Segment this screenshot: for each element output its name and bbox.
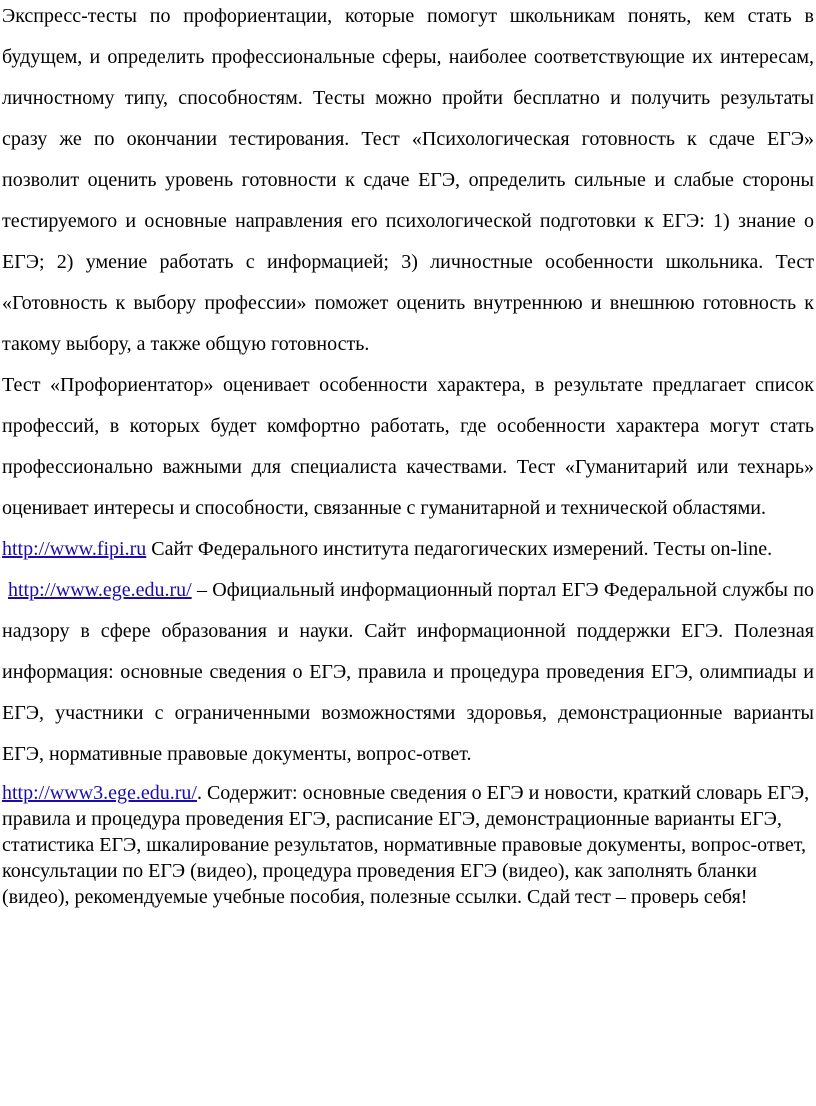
fipi-description: Сайт Федерального института педагогических измерений. Тесты on-line. <box>146 538 773 560</box>
fipi-link[interactable]: http://www.fipi.ru <box>2 538 147 560</box>
paragraph-intro: Экспресс-тесты по профориентации, которые помогут школьникам понять, кем стать в будущем, и определить профессиональные сферы, наиболее соответствующие их интересам, личностному типу, способностям. Тесты можно пройти бесплатно и получить результаты сразу же по окончании тестирования. Тест «Психологическая готовность к сдаче ЕГЭ» позволит оценить уровень готовности к сдаче ЕГЭ, определить сильные и слабые стороны тестируемого и основные направления его психологической подготовки к ЕГЭ: 1) знание о ЕГЭ; 2) умение работать с информацией; 3) личностные особенности школьника. Тест «Готовность к выбору профессии» поможет оценить внутреннюю и внешнюю готовность к такому выбору, а также общую готовность. <box>2 5 814 355</box>
paragraph-proforientator: Тест «Профориентатор» оценивает особенности характера, в результате предлагает список профессий, в которых будет комфортно работать, где особенности характера могут стать профессионально важными для специалиста качествами. Тест «Гуманитарий или технарь» оценивает интересы и способности, связанные с гуманитарной и технической областями. <box>2 374 814 519</box>
ege-portal-link[interactable]: http://www.ege.edu.ru/ <box>8 579 192 601</box>
ege-portal-description: – Официальный информационный портал ЕГЭ Федеральной службы по надзору в сфере образования и науки. Сайт информационной поддержки ЕГЭ. Полезная информация: основные сведения о ЕГЭ, правила и процедура проведения ЕГЭ, олимпиады и ЕГЭ, участники с ограниченными возможностями здоровья, демонстрационные варианты ЕГЭ, нормативные правовые документы, вопрос-ответ. <box>2 579 814 765</box>
paragraph-fipi <box>2 529 814 570</box>
ege3-link[interactable]: http://www3.ege.edu.ru/ <box>2 782 197 804</box>
paragraph-ege-portal <box>2 570 814 775</box>
ege3-description: . Содержит: основные сведения о ЕГЭ и новости, краткий словарь ЕГЭ, правила и процедура проведения ЕГЭ, расписание ЕГЭ, демонстрационные варианты ЕГЭ, статистика ЕГЭ, шкалирование результатов, нормативные правовые документы, вопрос-ответ, консультации по ЕГЭ (видео), процедура проведения ЕГЭ (видео), как заполнять бланки (видео), рекомендуемые учебные пособия, полезные ссылки. Сдай тест – проверь себя! <box>2 782 810 908</box>
paragraph-ege3 <box>2 780 814 910</box>
